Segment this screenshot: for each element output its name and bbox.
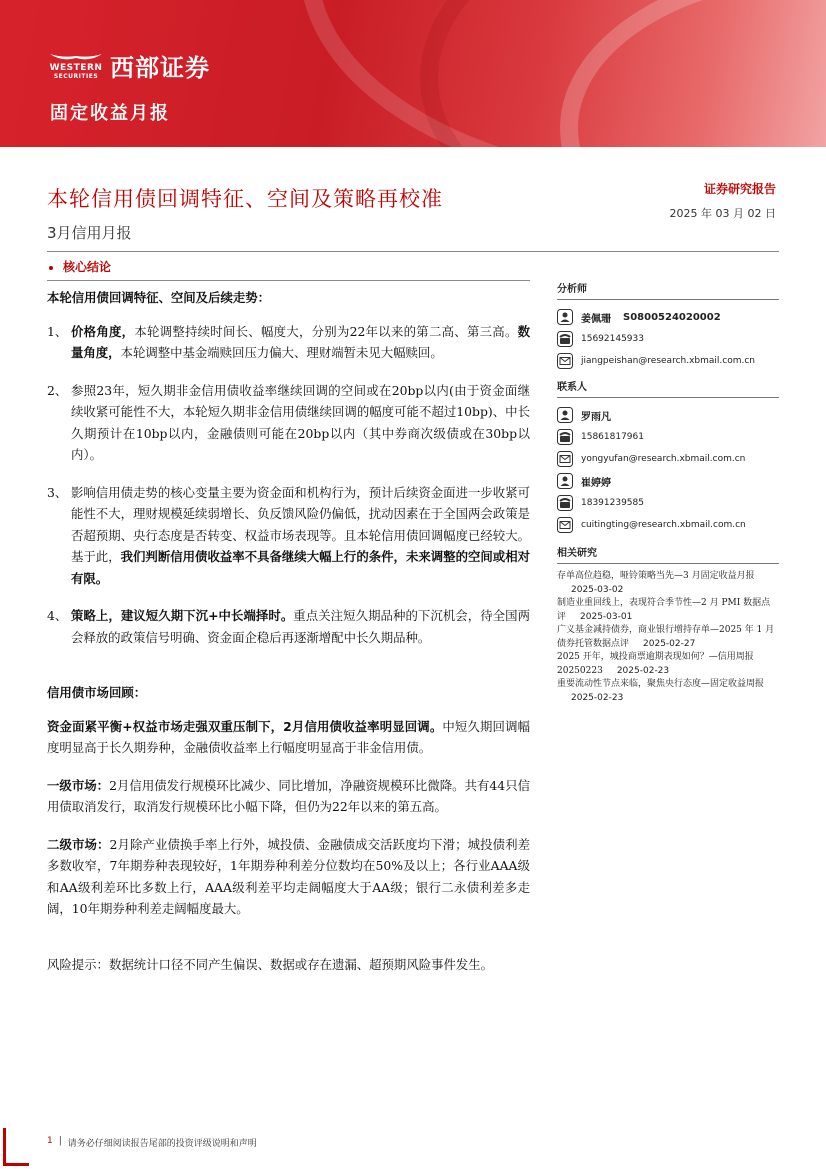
- core-item: 1、 价格角度，本轮调整持续时间长、幅度大，分别为22年以来的第二高、第三高。数量角度，本轮调整中基金端赎回压力偏大、理财端暂未见大幅赎回。: [47, 323, 530, 360]
- email-icon: [557, 353, 573, 369]
- report-subtitle: 3月信用月报: [47, 224, 132, 242]
- contact-phone: 18391239585: [581, 498, 644, 508]
- core-item: 3、 影响信用债走势的核心变量主要为资金面和机构行为，预计后续资金面进一步收紧可能性不大，理财规模延续弱增长、负反馈风险仍偏低，扰动因素在于全国两会政策是否超预期、央行态度是否转变、权益市场表现等。且本轮信用债回调幅度已经较大。基于此，我们判断信用债收益率不具备继续大幅上行的条件，未来调整的空间或相对有限。: [47, 484, 531, 586]
- risk-note: 风险提示：数据统计口径不同产生偏误、数据或存在遗漏、超预期风险事件发生。: [47, 956, 494, 972]
- logo-en-bottom: SECURITIES: [53, 72, 99, 80]
- contact: 崔婷婷: [557, 470, 779, 492]
- core-intro: 本轮信用债回调特征、空间及后续走势：: [47, 290, 271, 305]
- logo-cn: 西部证券: [110, 54, 210, 82]
- company-logo: [48, 48, 210, 83]
- related-link[interactable]: 制造业重回线上，表现符合季节性—2 月 PMI 数据点评 2025-03-01: [557, 598, 771, 622]
- sidebar: [557, 280, 779, 705]
- review-paragraph: 二级市场：2月除产业债换手率上行外，城投债、金融债成交活跃度均下滑；城投债利差多数收窄，7年期券种表现较好，1年期券种利差分位数均在50%及以上；各行业AAA级和AA级利差环比多数上行，AAA级利差平均走阔幅度大于AA级；银行二永债利差多走阔，10年期券种利差走阔幅度最大。: [47, 836, 530, 916]
- contact-email[interactable]: yongyufan@research.xbmail.com.cn: [581, 454, 746, 464]
- main-content: [47, 287, 530, 975]
- person-icon: [557, 309, 573, 325]
- divider: [47, 251, 779, 252]
- analyst-phone: 15692145933: [581, 334, 644, 344]
- logo-en-top: WESTERN: [49, 62, 103, 73]
- related-link[interactable]: 存单高位趋稳，哑铃策略当先—3 月固定收益月报2025-03-02: [557, 571, 755, 595]
- person-icon: [557, 407, 573, 423]
- person-icon: [557, 473, 573, 489]
- core-item: 2、 参照23年，短久期非金信用债收益率继续回调的空间或在20bp以内(由于资金面继续收紧可能性不大，本轮短久期非金信用债继续回调的幅度可能不超过10bp)、中长久期预计在10bp以内，金融债则可能在20bp以内（其中券商次级债或在30bp以内）。: [47, 382, 530, 462]
- footer: 1 | 请务必仔细阅读报告尾部的投资评级说明和声明: [47, 1136, 257, 1149]
- related-link[interactable]: 2025 开年，城投商票逾期表现如何？—信用周报 20250223 2025-02-23: [557, 652, 754, 676]
- header-banner: [0, 0, 826, 147]
- bullet-icon: [49, 266, 53, 270]
- phone-icon: [557, 495, 573, 511]
- analyst-heading: 分析师: [557, 280, 779, 300]
- contact: 罗雨凡: [557, 404, 779, 426]
- phone-icon: [557, 331, 573, 347]
- email-icon: [557, 517, 573, 533]
- report-date: 2025 年 03 月 02 日: [669, 207, 776, 220]
- core-heading: 核心结论: [47, 258, 111, 275]
- contact-phone: 15861817961: [581, 432, 644, 442]
- report-tag: 证券研究报告: [703, 182, 776, 196]
- review-paragraph: 一级市场：2月信用债发行规模环比减少、同比增加，净融资规模环比微降。共有44只信用债取消发行，取消发行规模环比小幅下降，但仍为22年以来的第五高。: [47, 777, 531, 814]
- related-link[interactable]: 重要流动性节点来临，聚焦央行态度—固定收益周报2025-02-23: [557, 679, 765, 703]
- report-type: 固定收益月报: [50, 103, 170, 124]
- core-item: 4、 策略上，建议短久期下沉+中长端择时。重点关注短久期品种的下沉机会，待全国两会释放的政策信号明确、资金面企稳后再逐渐增配中长久期品种。: [47, 608, 530, 645]
- review-paragraph: 资金面紧平衡+权益市场走强双重压制下，2月信用债收益率明显回调。中短久期回调幅度明显高于长久期券种，金融债收益率上行幅度明显高于非金信用债。: [47, 718, 530, 755]
- related-heading: 相关研究: [557, 544, 779, 564]
- analyst-email[interactable]: jiangpeishan@research.xbmail.com.cn: [581, 356, 756, 366]
- phone-icon: [557, 429, 573, 445]
- email-icon: [557, 451, 573, 467]
- footer-disclaimer: 请务必仔细阅读报告尾部的投资评级说明和声明: [67, 1139, 257, 1149]
- related-link[interactable]: 广义基金减持债券，商业银行增持存单—2025 年 1 月债券托管数据点评 2025-02-27: [557, 625, 775, 649]
- related-research: [557, 544, 779, 705]
- analyst: 姜佩珊 S0800524020002: [557, 306, 779, 328]
- report-title: 本轮信用债回调特征、空间及策略再校准: [47, 187, 443, 211]
- corner-mark: [3, 1128, 29, 1166]
- contact-heading: 联系人: [557, 378, 779, 398]
- contact-email[interactable]: cuitingting@research.xbmail.com.cn: [581, 520, 746, 530]
- page-number: 1: [47, 1136, 53, 1146]
- review-heading: 信用债市场回顾：: [47, 685, 147, 700]
- divider: [47, 280, 530, 281]
- bull-horn-icon: [48, 52, 104, 62]
